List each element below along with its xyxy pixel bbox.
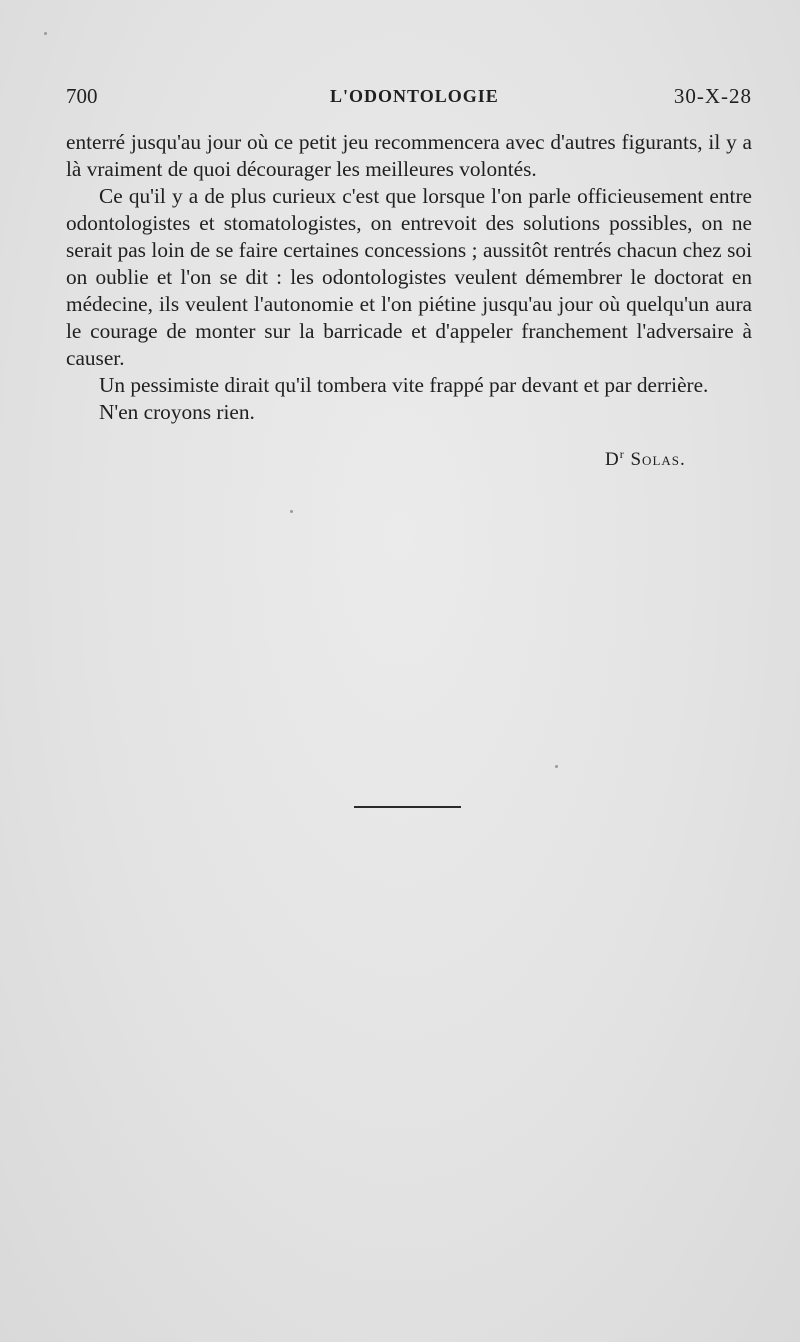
paper-speck xyxy=(44,32,47,35)
paper-speck xyxy=(555,765,558,768)
signature-name: Solas. xyxy=(630,449,686,470)
paragraph: Un pessimiste dirait qu'il tombera vite frappé par devant et par derrière. xyxy=(99,373,709,397)
signature-title: $D^r$ xyxy=(605,447,625,470)
article-body xyxy=(66,129,752,426)
section-end-rule xyxy=(354,806,461,808)
signature-title-superscript: r xyxy=(619,447,625,461)
author-signature xyxy=(605,449,686,471)
running-header xyxy=(66,84,752,114)
issue-date: 30-X-28 xyxy=(673,84,752,108)
paragraph: Ce qu'il y a de plus curieux c'est que lorsque l'on parle officieusement entre odontologistes et stomatologistes, on entrevoit des solutions possibles, on ne serait pas loin de se faire certaines concessions ; aussitôt rentrés chacun chez soi on oublie et l'on se dit : les odontologistes veulent démembrer le doctorat en médecine, ils veulent l'autonomie et l'on piétine jusqu'au jour où quelqu'un aura le courage de monter sur la barricade et d'appeler franchement l'adversaire à causer. xyxy=(66,184,752,370)
paragraph: enterré jusqu'au jour où ce petit jeu recommencera avec d'autres figurants, il y a là vraiment de quoi décourager les meilleures volontés. xyxy=(66,130,752,181)
paragraph: N'en croyons rien. xyxy=(99,400,255,424)
journal-title: L'ODONTOLOGIE xyxy=(330,86,499,106)
page-number: 700 xyxy=(66,84,98,108)
paper-speck xyxy=(290,510,293,513)
